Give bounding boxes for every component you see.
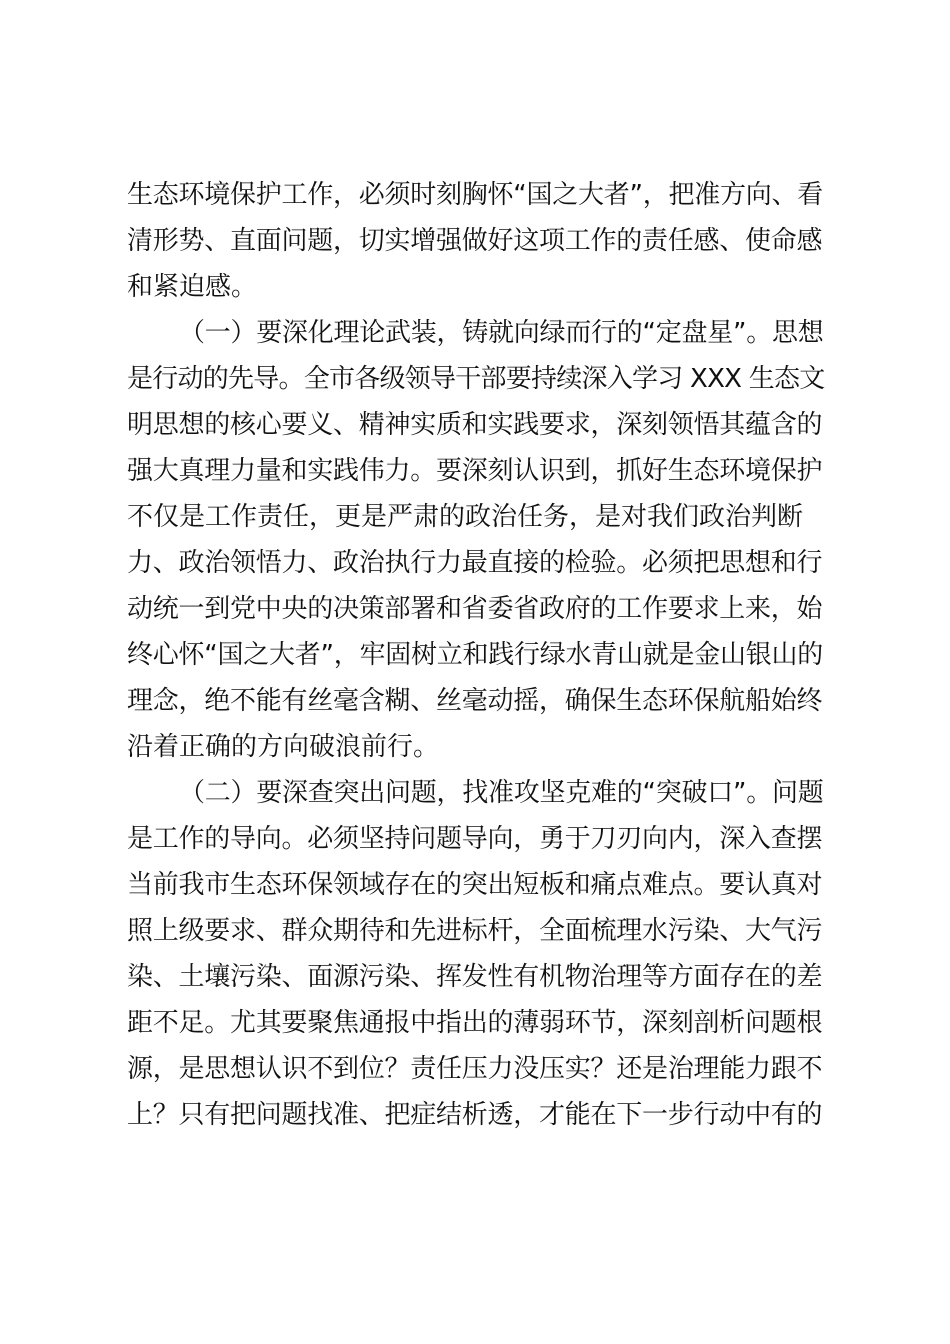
paragraph-2-line-7: 动统一到党中央的决策部署和省委省政府的工作要求上来，始: [127, 594, 823, 624]
paragraph-2-line-1: （一）要深化理论武装，铸就向绿而行的“定盘星”。思想: [179, 318, 824, 348]
paragraph-3-line-7: 源，是思想认识不到位？责任压力没压实？还是治理能力跟不: [127, 1054, 823, 1084]
paragraph-1-line-2: 清形势、直面问题，切实增强做好这项工作的责任感、使命感: [127, 226, 823, 256]
paragraph-2-line-10: 沿着正确的方向破浪前行。: [127, 732, 440, 762]
paragraph-2-line-8: 终心怀“国之大者”，牢固树立和践行绿水青山就是金山银山的: [127, 640, 823, 670]
paragraph-1-line-1: 生态环境保护工作，必须时刻胸怀“国之大者”，把准方向、看: [127, 180, 823, 210]
paragraph-3-line-3: 当前我市生态环保领域存在的突出短板和痛点难点。要认真对: [127, 870, 823, 900]
paragraph-2-line-5: 不仅是工作责任，更是严肃的政治任务，是对我们政治判断: [127, 502, 804, 532]
paragraph-3-line-2: 是工作的导向。必须坚持问题导向，勇于刀刃向内，深入查摆: [127, 824, 823, 854]
document-body: [127, 172, 827, 1138]
paragraph-1-line-3: 和紧迫感。: [127, 272, 258, 302]
paragraph-3-line-8: 上？只有把问题找准、把症结析透，才能在下一步行动中有的: [127, 1100, 823, 1130]
paragraph-3-line-6: 距不足。尤其要聚焦通报中指出的薄弱环节，深刻剖析问题根: [127, 1008, 823, 1038]
paragraph-3-line-4: 照上级要求、群众期待和先进标杆，全面梳理水污染、大气污: [127, 916, 823, 946]
paragraph-2-line-9: 理念，绝不能有丝毫含糊、丝毫动摇，确保生态环保航船始终: [127, 686, 823, 716]
paragraph-2-line-6: 力、政治领悟力、政治执行力最直接的检验。必须把思想和行: [127, 548, 823, 578]
paragraph-3-line-1: （二）要深查突出问题，找准攻坚克难的“突破口”。问题: [179, 778, 824, 808]
paragraph-2-line-3: 明思想的核心要义、精神实质和实践要求，深刻领悟其蕴含的: [127, 410, 823, 440]
paragraph-2-line-2: 是行动的先导。全市各级领导干部要持续深入学习 XXX 生态文: [127, 364, 825, 394]
paragraph-2-line-4: 强大真理力量和实践伟力。要深刻认识到，抓好生态环境保护: [127, 456, 823, 486]
paragraph-3-line-5: 染、土壤污染、面源污染、挥发性有机物治理等方面存在的差: [127, 962, 823, 992]
